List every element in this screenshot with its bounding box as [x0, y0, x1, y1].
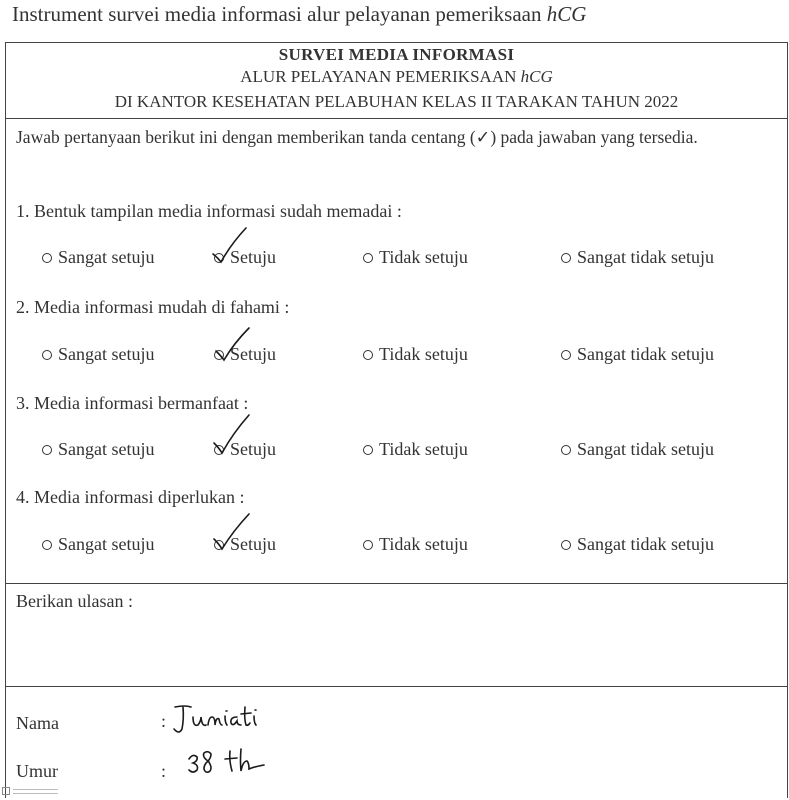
page-title: [12, 2, 586, 27]
divider: [6, 583, 787, 584]
option-label: Setuju: [230, 247, 277, 267]
option-label: Tidak setuju: [379, 344, 468, 364]
age-handwriting[interactable]: [186, 747, 286, 783]
subheading-italic: hCG: [520, 67, 553, 86]
radio-circle-icon[interactable]: [561, 445, 571, 455]
q4-option-setuju[interactable]: [214, 534, 276, 555]
subheading-text: ALUR PELAYANAN PEMERIKSAAN: [240, 67, 521, 86]
q3-option-setuju[interactable]: [214, 439, 276, 460]
name-handwriting[interactable]: [171, 703, 281, 739]
scanner-stamp-text: [13, 789, 58, 794]
option-label: Tidak setuju: [379, 439, 468, 459]
question-2: 2. Media informasi mudah di fahami :: [16, 297, 290, 317]
radio-circle-icon[interactable]: [363, 350, 373, 360]
q1-option-setuju[interactable]: [214, 247, 276, 268]
instruction-text: Jawab pertanyaan berikut ini dengan memberikan tanda centang (✓) pada jawaban yang tersedia.: [16, 127, 698, 147]
scanner-stamp: [2, 786, 62, 796]
review-label: Berikan ulasan :: [16, 591, 133, 611]
radio-circle-icon[interactable]: [214, 445, 224, 455]
q3-option-sangat-setuju[interactable]: [42, 439, 155, 460]
question-4: 4. Media informasi diperlukan :: [16, 487, 245, 507]
page-title-italic: hCG: [546, 2, 587, 26]
radio-circle-icon[interactable]: [561, 350, 571, 360]
q2-option-sangat-tidak-setuju[interactable]: [561, 344, 714, 365]
age-label: Umur: [16, 761, 58, 781]
q1-option-sangat-tidak-setuju[interactable]: [561, 247, 714, 268]
q4-option-tidak-setuju[interactable]: [363, 534, 468, 555]
option-label: Sangat tidak setuju: [577, 344, 714, 364]
q3-option-tidak-setuju[interactable]: [363, 439, 468, 460]
option-label: Sangat setuju: [58, 439, 155, 459]
radio-circle-icon[interactable]: [42, 445, 52, 455]
option-label: Sangat tidak setuju: [577, 439, 714, 459]
name-label: Nama: [16, 713, 59, 733]
page-title-text: Instrument survei media informasi alur pelayanan pemeriksaan: [12, 2, 547, 26]
radio-circle-icon[interactable]: [42, 253, 52, 263]
q4-option-sangat-tidak-setuju[interactable]: [561, 534, 714, 555]
option-label: Setuju: [230, 439, 277, 459]
q4-option-sangat-setuju[interactable]: [42, 534, 155, 555]
option-label: Sangat setuju: [58, 247, 155, 267]
survey-location: DI KANTOR KESEHATAN PELABUHAN KELAS II TARAKAN TAHUN 2022: [114, 92, 679, 111]
question-3: 3. Media informasi bermanfaat :: [16, 393, 249, 413]
radio-circle-icon[interactable]: [561, 253, 571, 263]
review-area[interactable]: [6, 615, 787, 685]
q3-option-sangat-tidak-setuju[interactable]: [561, 439, 714, 460]
q2-option-setuju[interactable]: [214, 344, 276, 365]
option-label: Tidak setuju: [379, 534, 468, 554]
radio-circle-icon[interactable]: [42, 350, 52, 360]
radio-circle-icon[interactable]: [42, 540, 52, 550]
survey-subheading: [6, 67, 787, 87]
survey-heading: SURVEI MEDIA INFORMASI: [278, 45, 515, 64]
radio-circle-icon[interactable]: [363, 445, 373, 455]
age-colon: :: [161, 761, 167, 781]
name-colon: :: [161, 711, 167, 731]
option-label: Tidak setuju: [379, 247, 468, 267]
question-1: 1. Bentuk tampilan media informasi sudah memadai :: [16, 201, 402, 221]
q2-option-tidak-setuju[interactable]: [363, 344, 468, 365]
q2-option-sangat-setuju[interactable]: [42, 344, 155, 365]
option-label: Sangat setuju: [58, 344, 155, 364]
survey-form: [5, 42, 788, 798]
radio-circle-icon[interactable]: [214, 540, 224, 550]
radio-circle-icon[interactable]: [363, 540, 373, 550]
radio-circle-icon[interactable]: [214, 350, 224, 360]
option-label: Setuju: [230, 534, 277, 554]
radio-circle-icon[interactable]: [561, 540, 571, 550]
option-label: Sangat tidak setuju: [577, 247, 714, 267]
option-label: Sangat setuju: [58, 534, 155, 554]
option-label: Setuju: [230, 344, 277, 364]
divider: [6, 686, 787, 687]
radio-circle-icon[interactable]: [363, 253, 373, 263]
radio-circle-icon[interactable]: [214, 253, 224, 263]
q1-option-sangat-setuju[interactable]: [42, 247, 155, 268]
divider: [6, 118, 787, 119]
q1-option-tidak-setuju[interactable]: [363, 247, 468, 268]
scanner-logo-icon: [2, 787, 10, 795]
option-label: Sangat tidak setuju: [577, 534, 714, 554]
